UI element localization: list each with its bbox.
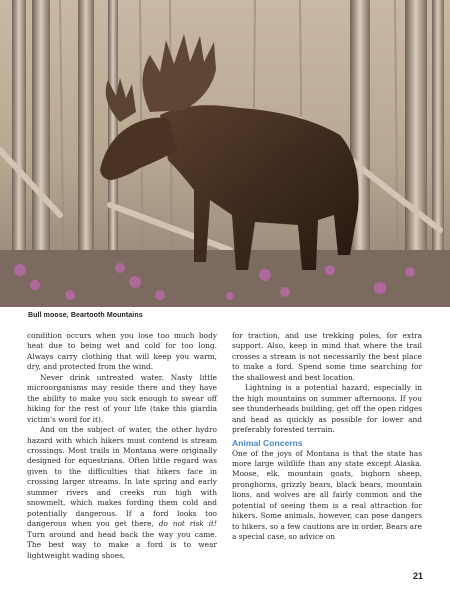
paragraph: Lightning is a potential hazard, especially in the high mountains on summer afternoons. If you see thunderheads building, get off the open ridges and head as quickly as possible for lower and preferably forested terrain. [232,383,422,435]
paragraph [27,425,217,561]
paragraph-text: Turn around and head back the way you came. The best way to make a ford is to wear lightweight wading shoes, [27,529,217,560]
paragraph: condition occurs when you lose too much body heat due to being wet and cold for too long. Always carry clothing that will keep you warm, dry, and protected from the wind. [27,331,217,372]
page-number: 21 [412,571,423,581]
paragraph: One of the joys of Montana is that the state has more large wildlife than any state except Alaska. Moose, elk, mountain goats, bighorn sheep, pronghorns, grizzly bears, black bears, mountain lions, and wolves are all fairly common and the potential of seeing them is a real attraction for hikers. Some animals, however, can pose dangers to hikers, so a few cautions are in order. Bears are a special case, so advice on [232,448,422,542]
paragraph: for traction, and use trekking poles, for extra support. Also, keep in mind that where the trail crosses a stream is not necessarily the best place to make a ford. Spend some time searching for the shallowest and best location. [232,331,422,382]
paragraph-text: And on the subject of water, the other hydro hazard with which hikers must contend is stream crossings. Most trails in Montana were originally designed for equestrians. Often little regard was given to the difficulties that hikers face in crossing larger streams. In late spring and early summer rivers and creeks run high with snowmelt, which makes fording them cold and potentially dangerous. If a ford looks too dangerous when you get there, [27,425,217,529]
photo-caption: Bull moose, Beartooth Mountains [28,312,143,319]
section-heading: Animal Concerns [232,437,303,448]
paragraph: Never drink untreated water. Nasty little microorganisms may reside there and they have the ability to make you sick enough to swear off hiking for the rest of your life (take this giardia victim's word for it). [27,372,217,424]
right-text-column [232,331,422,543]
left-text-column [27,331,217,561]
emphasis-text: do not risk it! [158,519,217,529]
